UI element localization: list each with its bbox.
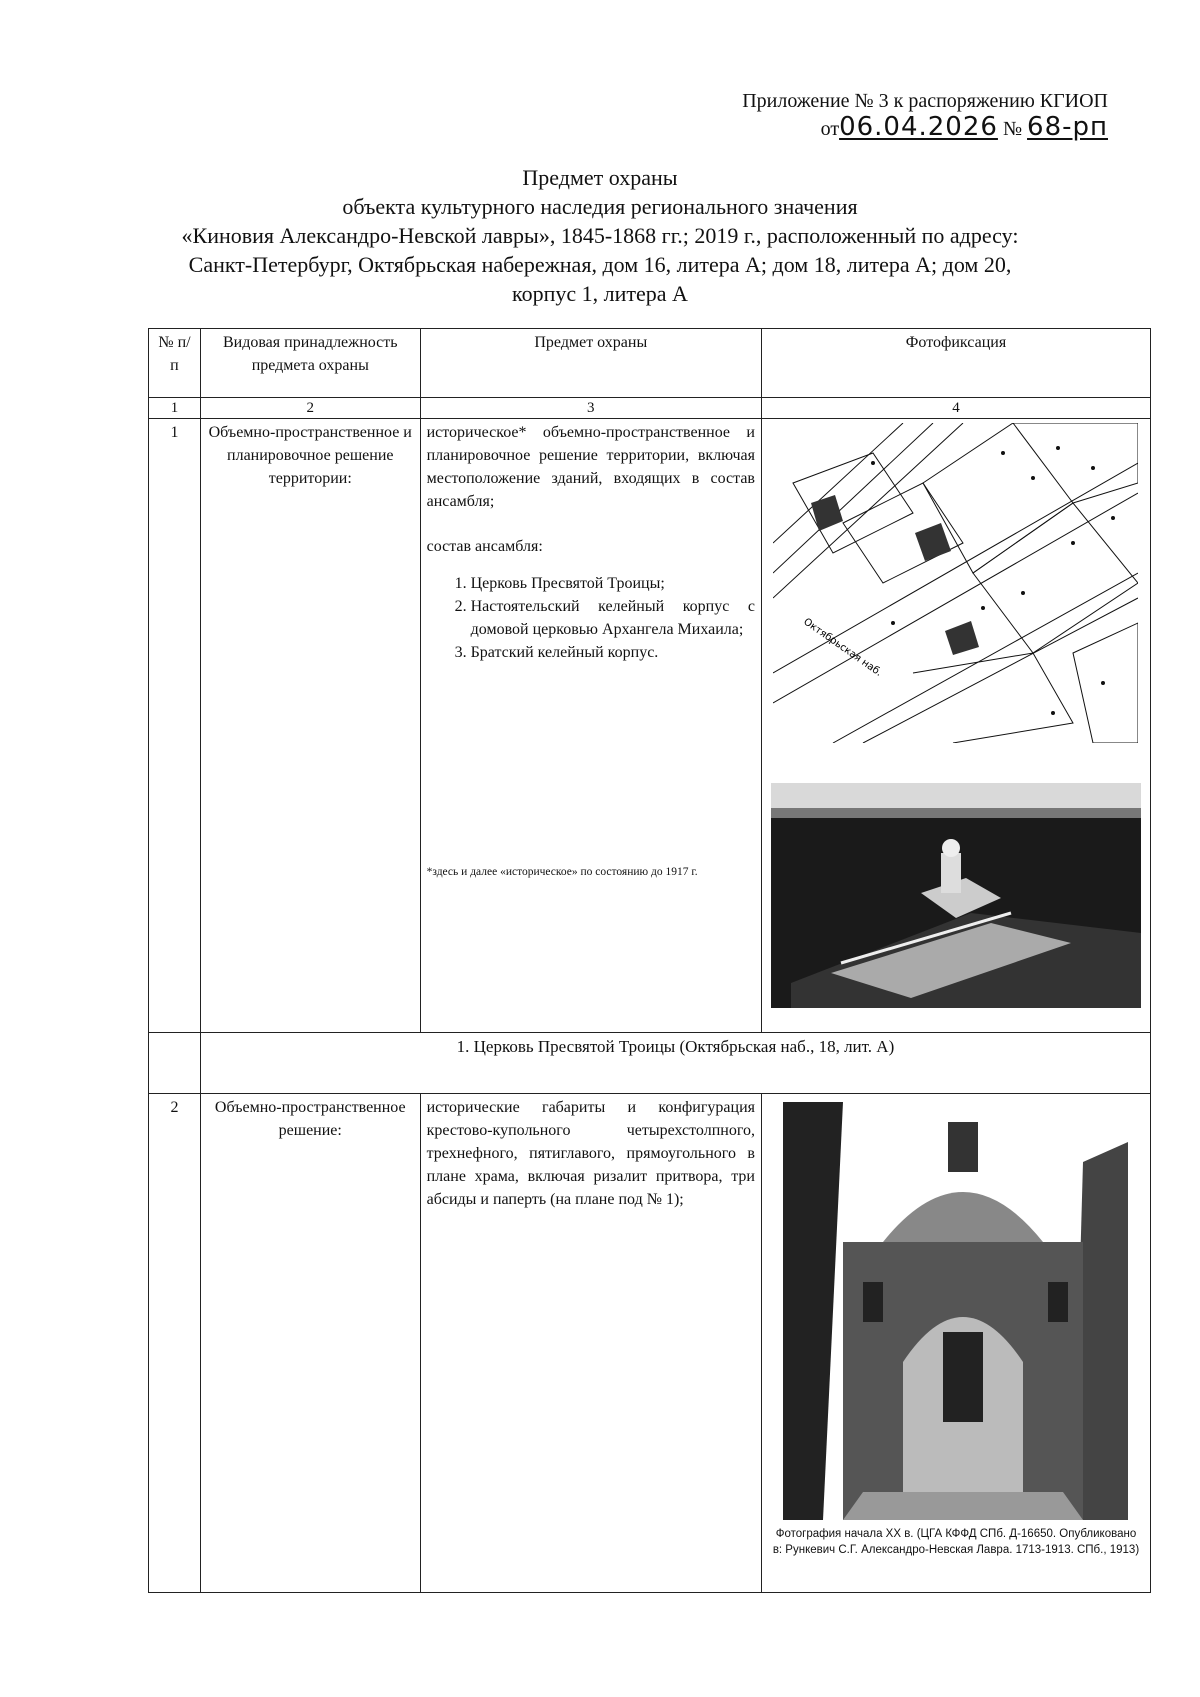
row-subject — [420, 419, 761, 1033]
section-row — [149, 1033, 1151, 1094]
table-row — [149, 419, 1151, 1033]
title-line-2: объекта культурного наследия регионального значения — [342, 194, 858, 219]
protection-table — [148, 328, 1151, 1593]
row-number: 1 — [149, 419, 201, 1033]
row-type: Объемно-пространственное и планировочное решение территории: — [200, 419, 420, 1033]
church-photo — [783, 1102, 1128, 1520]
header-subject: Предмет охраны — [420, 329, 761, 398]
order-line — [821, 114, 1108, 142]
column-number: 2 — [200, 398, 420, 419]
number-prefix: № — [1002, 118, 1023, 140]
ensemble-title: состав ансамбля: — [426, 538, 543, 555]
document-header — [742, 88, 1108, 142]
column-number: 3 — [420, 398, 761, 419]
title-line-5: корпус 1, литера А — [512, 281, 688, 306]
footnote: *здесь и далее «историческое» по состоянию до 1917 г. — [426, 866, 698, 878]
ensemble-list — [427, 572, 755, 664]
order-number: 68-рп — [1027, 112, 1108, 142]
document-title — [0, 163, 1200, 308]
section-title: 1. Церковь Пресвятой Троицы (Октябрьская наб., 18, лит. А) — [200, 1033, 1150, 1094]
row-photos — [761, 419, 1150, 1033]
photo-caption: Фотография начала XX в. (ЦГА КФФД СПб. Д-16650. Опубликовано в: Рункевич С.Г. Александро-Невская Лавра. 1713-1913. СПб., 1913) — [772, 1528, 1140, 1556]
site-plan-map — [773, 423, 1138, 743]
row-subject: исторические габариты и конфигурация крестово-купольного четырехстолпного, трехнефного, пятиглавого, прямоугольного в плане храма, включая ризалит притвора, три абсиды и паперть (на плане под № 1); — [420, 1094, 761, 1593]
column-number: 1 — [149, 398, 201, 419]
list-item: 2. Настоятельский келейный корпус с домовой церковью Архангела Михаила; — [471, 595, 755, 641]
order-date: 06.04.2026 — [839, 112, 998, 142]
header-photo: Фотофиксация — [761, 329, 1150, 398]
column-number: 4 — [761, 398, 1150, 419]
column-number-row — [149, 398, 1151, 419]
title-line-4: Санкт-Петербург, Октябрьская набережная, дом 16, литера А; дом 18, литера А; дом 20, — [188, 252, 1012, 277]
table-header-row — [149, 329, 1151, 398]
title-line-3: «Киновия Александро-Невской лавры», 1845-1868 гг.; 2019 г., расположенный по адресу: — [181, 223, 1019, 248]
list-item: 3. Братский келейный корпус. — [471, 641, 755, 664]
map-street-label: Октябрьская наб. — [801, 616, 885, 679]
row-photos — [761, 1094, 1150, 1593]
header-type: Видовая принадлежность предмета охраны — [200, 329, 420, 398]
list-item: 1. Церковь Пресвятой Троицы; — [471, 572, 755, 595]
row-type: Объемно-пространственное решение: — [200, 1094, 420, 1593]
title-line-1: Предмет охраны — [522, 165, 678, 190]
aerial-photo — [771, 783, 1141, 1008]
header-number: № п/п — [149, 329, 201, 398]
appendix-line: Приложение № 3 к распоряжению КГИОП — [742, 90, 1108, 112]
table-row — [149, 1094, 1151, 1593]
subject-text: историческое* объемно-пространственное и планировочное решение территории, включая местоположение зданий, входящих в состав ансамбля; — [426, 424, 755, 510]
row-number: 2 — [149, 1094, 201, 1593]
section-empty-cell — [149, 1033, 201, 1094]
date-prefix: от — [820, 118, 840, 140]
